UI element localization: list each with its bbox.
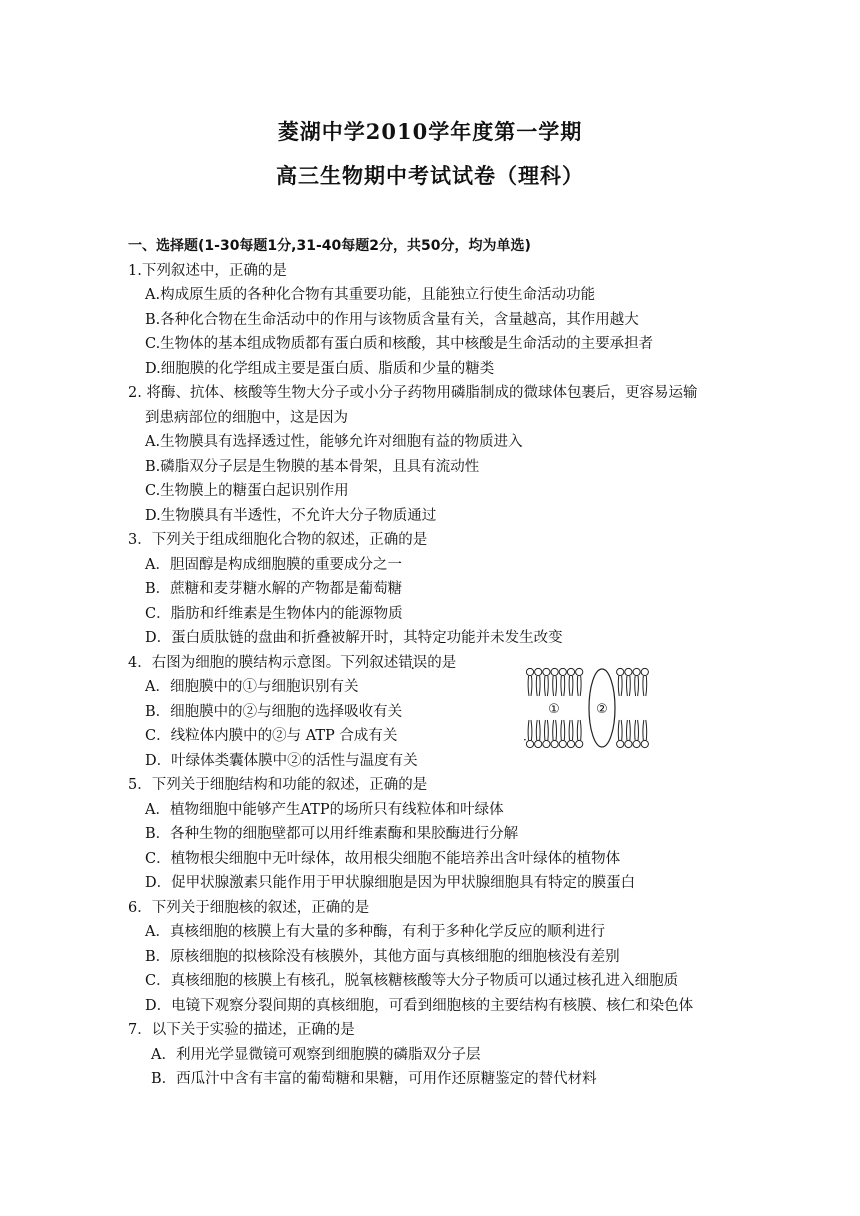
phospholipid-head: [543, 740, 550, 747]
question-3-option-c: C．脂肪和纤维素是生物体内的能源物质: [145, 605, 403, 622]
phospholipid-tail: [569, 676, 573, 696]
question-4-stem-pre: 4．右图为细胞的膜结构示意图。下列叙述: [128, 654, 399, 671]
question-1-stem: 1.下列叙述中，正确的是: [128, 262, 287, 279]
phospholipid-head: [535, 668, 542, 675]
question-4-stem: [128, 651, 768, 676]
phospholipid-tail: [536, 720, 540, 740]
question-2-stem-continued: 到患病部位的细胞中，这是因为: [145, 409, 348, 426]
phospholipid-tail: [545, 676, 549, 696]
phospholipid-tail: [627, 720, 631, 740]
phospholipid-tail: [643, 676, 647, 696]
phospholipid-tail: [635, 676, 639, 696]
question-5-option-a: A．植物细胞中能够产生ATP的场所只有线粒体和叶绿体: [145, 801, 504, 818]
phospholipid-tail: [569, 720, 573, 740]
phospholipid-head: [576, 668, 583, 675]
phospholipid-tail: [561, 720, 565, 740]
phospholipid-head: [617, 740, 624, 747]
phospholipid-head: [641, 740, 648, 747]
phospholipid-head: [576, 740, 583, 747]
phospholipid-tail: [577, 676, 581, 696]
membrane-structure-figure: [524, 666, 656, 750]
question-3-option-a: A．胆固醇是构成细胞膜的重要成分之一: [145, 556, 402, 573]
section-heading: 一、选择题(1-30每题1分,31-40每题2分，共50分，均为单选): [128, 238, 531, 254]
phospholipid-tail: [528, 676, 532, 696]
question-7-stem: 7．以下关于实验的描述，正确的是: [128, 1022, 355, 1038]
phospholipid-tail: [536, 676, 540, 696]
phospholipid-head: [551, 668, 558, 675]
question-4-stem-post: 的是: [427, 654, 457, 671]
phospholipid-head: [543, 668, 550, 675]
exam-content: [128, 234, 768, 1092]
stray-dot-mark: ·: [523, 733, 527, 747]
phospholipid-tail: [627, 676, 631, 696]
phospholipid-tail: [561, 676, 565, 696]
question-1-option-b: B.各种化合物在生命活动中的作用与该物质含量有关，含量越高，其作用越大: [145, 311, 639, 328]
question-4-option-b: B．细胞膜中的②与细胞的选择吸收有关: [145, 703, 403, 720]
phospholipid-head: [551, 740, 558, 747]
phospholipid-head: [567, 668, 574, 675]
question-4-option-d: D．叶绿体类囊体膜中②的活性与温度有关: [145, 752, 418, 769]
question-4-option-a: A．细胞膜中的①与细胞识别有关: [145, 679, 359, 695]
phospholipid-tail: [618, 720, 622, 740]
phospholipid-head: [641, 668, 648, 675]
question-5-stem: 5．下列关于细胞结构和功能的叙述，正确的是: [128, 777, 428, 793]
question-2-option-d: D.生物膜具有半透性，不允许大分子物质通过: [145, 507, 437, 524]
question-5-option-d: D．促甲状腺激素只能作用于甲状腺细胞是因为甲状腺细胞具有特定的膜蛋白: [145, 875, 636, 891]
question-7-option-a: A．利用光学显微镜可观察到细胞膜的磷脂双分子层: [151, 1046, 481, 1063]
phospholipid-tail: [528, 720, 532, 740]
question-1-option-c: C.生物体的基本组成物质都有蛋白质和核酸，其中核酸是生命活动的主要承担者: [145, 336, 654, 352]
phospholipid-head: [633, 668, 640, 675]
phospholipid-head: [617, 668, 624, 675]
question-3-option-b: B．蔗糖和麦芽糖水解的产物都是葡萄糖: [145, 581, 403, 597]
figure-label-2: ②: [596, 702, 608, 717]
question-6-stem: 6．下列关于细胞核的叙述，正确的是: [128, 899, 370, 916]
question-3-option-d: D．蛋白质肽链的盘曲和折叠被解开时，其特定功能并未发生改变: [145, 630, 563, 646]
phospholipid-head: [625, 668, 632, 675]
question-3-stem: 3．下列关于组成细胞化合物的叙述，正确的是: [128, 532, 428, 548]
phospholipid-head: [633, 740, 640, 747]
question-6-option-d: D．电镜下观察分裂间期的真核细胞，可看到细胞核的主要结构有核膜、核仁和染色体: [145, 997, 694, 1014]
question-1-option-d: D.细胞膜的化学组成主要是蛋白质、脂质和少量的糖类: [145, 360, 495, 377]
question-2-option-a: A.生物膜具有选择透过性，能够允许对细胞有益的物质进入: [145, 434, 523, 450]
phospholipid-head: [526, 740, 533, 747]
phospholipid-head: [535, 740, 542, 747]
question-1-option-a: A.构成原生质的各种化合物有其重要功能，且能独立行使生命活动功能: [145, 287, 596, 303]
phospholipid-head: [567, 740, 574, 747]
phospholipid-tail: [643, 720, 647, 740]
exam-title-subject: 高三生物期中考试试卷（理科）: [276, 163, 584, 188]
phospholipid-tail: [545, 720, 549, 740]
question-5-option-c: C．植物根尖细胞中无叶绿体，故用根尖细胞不能培养出含叶绿体的植物体: [145, 850, 621, 867]
phospholipid-head: [526, 668, 533, 675]
question-4-option-c: C．线粒体内膜中的②与 ATP 合成有关: [145, 728, 398, 744]
question-4-stem-emphasis: 错误: [398, 654, 428, 671]
phospholipid-head: [559, 668, 566, 675]
question-6-option-b: B．原核细胞的拟核除没有核膜外，其他方面与真核细胞的细胞核没有差别: [145, 948, 620, 965]
phospholipid-tail: [553, 676, 557, 696]
phospholipid-head: [559, 740, 566, 747]
phospholipid-tail: [553, 720, 557, 740]
question-6-option-a: A．真核细胞的核膜上有大量的多种酶，有利于多种化学反应的顺利进行: [145, 924, 605, 940]
exam-title-school: 菱湖中学2010学年度第一学期: [277, 119, 583, 144]
phospholipid-head: [625, 740, 632, 747]
phospholipid-tail: [618, 676, 622, 696]
question-2-stem: 2. 将酶、抗体、核酸等生物大分子或小分子药物用磷脂制成的微球体包裹后，更容易运输: [128, 385, 698, 401]
question-7-option-b: B．西瓜汁中含有丰富的葡萄糖和果糖，可用作还原糖鉴定的替代材料: [151, 1071, 597, 1087]
phospholipid-tail: [577, 720, 581, 740]
question-6-option-c: C．真核细胞的核膜上有核孔，脱氧核糖核酸等大分子物质可以通过核孔进入细胞质: [145, 973, 679, 989]
phospholipid-tail: [635, 720, 639, 740]
figure-label-1: ①: [548, 702, 560, 717]
question-2-option-b: B.磷脂双分子层是生物膜的基本骨架，且具有流动性: [145, 458, 480, 475]
question-5-option-b: B．各种生物的细胞壁都可以用纤维素酶和果胶酶进行分解: [145, 826, 519, 842]
question-2-option-c: C.生物膜上的糖蛋白起识别作用: [145, 483, 349, 499]
phospholipid-bilayer: [526, 668, 648, 747]
